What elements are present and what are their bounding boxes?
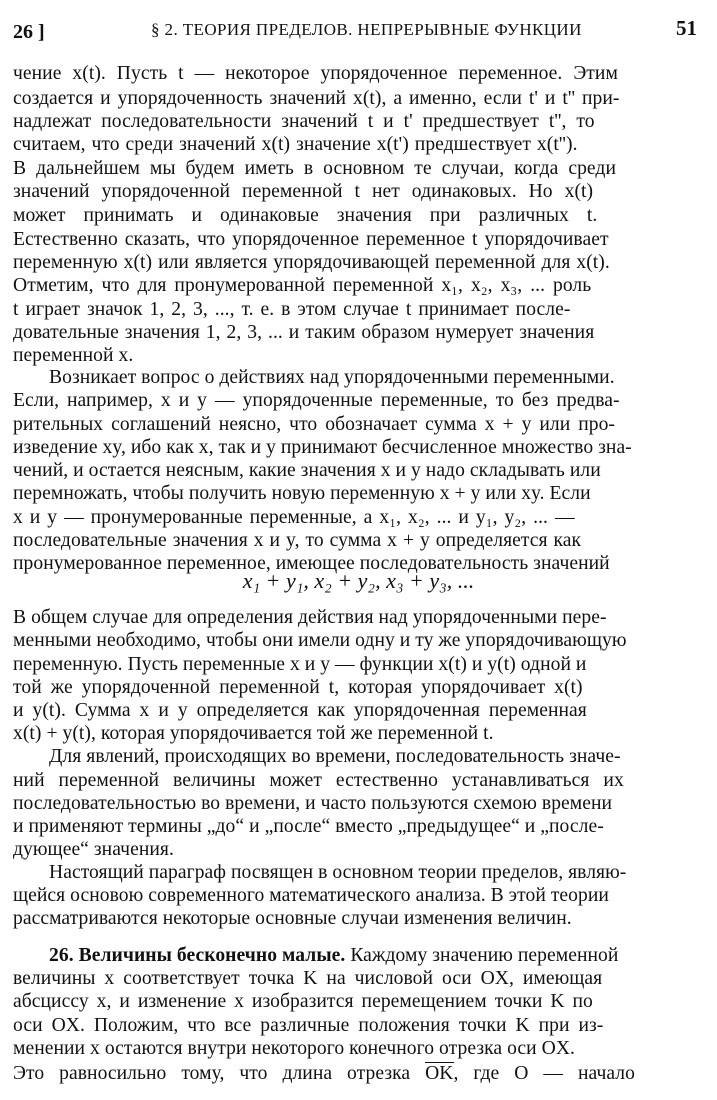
- section-line-6-start: Это равносильно тому, что длина отрезка: [13, 1063, 426, 1084]
- paragraph-2-line-9: пронумерованное переменное, имеющее последовательность значений: [13, 553, 610, 574]
- chapter-title: § 2. ТЕОРИЯ ПРЕДЕЛОВ. НЕПРЕРЫВНЫЕ ФУНКЦИИ: [151, 20, 582, 39]
- paragraph-3-line-1: В общем случае для определения действия над упорядоченными пере-: [13, 607, 607, 628]
- page-number: 51: [676, 16, 697, 40]
- section-line-4: оси OX. Положим, что все различные положения точки K при из-: [13, 1015, 604, 1036]
- paragraph-1-line-2: создается и упорядоченность значений x(t), а именно, если t' и t'' при-: [13, 88, 620, 109]
- paragraph-4-line-3: последовательностью во времени, и часто пользуются схемою времени: [13, 793, 613, 814]
- paragraph-2-line-6: перемножать, чтобы получить новую переменную x + y или xy. Если: [13, 483, 591, 504]
- paragraph-5-line-1: Настоящий параграф посвящен в основном теории пределов, являю-: [49, 862, 627, 883]
- section-line-6-end: , где O — начало: [453, 1063, 635, 1084]
- paragraph-4-line-4: и применяют термины „до“ и „после“ вместо „предыдущее“ и „после-: [13, 816, 604, 837]
- paragraph-1-line-5: В дальнейшем мы будем иметь в основном те случаи, когда среди: [13, 158, 616, 179]
- paragraph-2-line-1: Возникает вопрос о действиях над упорядоченными переменными.: [49, 367, 615, 388]
- section-line-6: [13, 1062, 635, 1086]
- segment-ok: OK: [425, 1063, 454, 1084]
- paragraph-4-line-1: Для явлений, происходящих во времени, последовательность значе-: [49, 746, 621, 767]
- paragraph-1-line-6: значений упорядоченной переменной t нет одинаковых. Но x(t): [13, 181, 594, 202]
- paragraph-1-line-9: переменную x(t) или является упорядочивающей переменной для x(t).: [13, 252, 610, 273]
- paragraph-5-line-2: щейся основою современного математического анализа. В этой теории: [13, 885, 609, 906]
- paragraph-2-line-8: последовательные значения x и y, то сумма x + y определяется как: [13, 530, 582, 551]
- paragraph-1-line-8: Естественно сказать, что упорядоченное переменное t упорядочивает: [13, 229, 609, 250]
- paragraph-1-line-12: довательные значения 1, 2, 3, ... и таким образом нумерует значения: [13, 322, 595, 343]
- paragraph-3-line-6: x(t) + y(t), которая упорядочивается той же переменной t.: [13, 723, 494, 744]
- paragraph-3-line-3: переменную. Пусть переменные x и y — функции x(t) и y(t) одной и: [13, 654, 587, 675]
- running-head: [13, 16, 697, 44]
- section-line-2: величины x соответствует точка K на числовой оси OX, имеющая: [13, 968, 603, 989]
- section-line-5: менении x остаются внутри некоторого конечного отрезка оси OX.: [13, 1038, 575, 1059]
- paragraph-1-line-7: может принимать и одинаковые значения при различных t.: [13, 205, 598, 226]
- section-first-line: [49, 944, 618, 968]
- paragraph-2-line-7: x и y — пронумерованные переменные, а x₁, x₂, ... и y₁, y₂, ... —: [13, 507, 575, 528]
- display-formula: x₁ + y₁, x₂ + y₂, x₃ + y₃, ...: [242, 568, 475, 593]
- paragraph-2-line-3: рительных соглашений неясно, что обозначает сумма x + y или про-: [13, 414, 616, 435]
- paragraph-2-line-4: изведение xy, ибо как x, так и y принимают бесчисленное множество зна-: [13, 437, 632, 458]
- section-heading: 26. Величины бесконечно малые.: [49, 945, 346, 966]
- paragraph-5-line-3: рассматриваются некоторые основные случаи изменения величин.: [13, 908, 572, 929]
- paragraph-1-line-13: переменной x.: [13, 345, 134, 366]
- paragraph-3-line-2: менными необходимо, чтобы они имели одну и ту же упорядочивающую: [13, 630, 627, 651]
- paragraph-4-line-2: ний переменной величины может естественно устанавливаться их: [13, 770, 624, 791]
- paragraph-2-line-5: чений, и остается неясным, какие значения x и y надо складывать или: [13, 460, 601, 481]
- paragraph-1-line-10: Отметим, что для пронумерованной переменной x₁, x₂, x₃, ... роль: [13, 275, 592, 296]
- paragraph-3-line-5: и y(t). Сумма x и y определяется как упорядоченная переменная: [13, 700, 587, 721]
- paragraph-1-line-1: чение x(t). Пусть t — некоторое упорядоченное переменное. Этим: [13, 63, 618, 84]
- paragraph-1-line-3: надлежат последовательности значений t и t' предшествует t'', то: [13, 111, 595, 132]
- paragraph-1-line-4: считаем, что среди значений x(t) значение x(t') предшествует x(t'').: [13, 134, 578, 155]
- paragraph-4-line-5: дующее“ значения.: [13, 839, 174, 860]
- section-line-3: абсциссу x, и изменение x изобразится перемещением точки K по: [13, 991, 593, 1012]
- section-number: 26 ]: [13, 21, 45, 43]
- section-first-line-text: Каждому значению переменной: [345, 945, 619, 966]
- paragraph-2-line-2: Если, например, x и y — упорядоченные переменные, то без предва-: [13, 390, 620, 411]
- paragraph-3-line-4: той же упорядоченной переменной t, которая упорядочивает x(t): [13, 677, 583, 698]
- paragraph-1-line-11: t играет значок 1, 2, 3, ..., т. е. в этом случае t принимает после-: [13, 299, 571, 320]
